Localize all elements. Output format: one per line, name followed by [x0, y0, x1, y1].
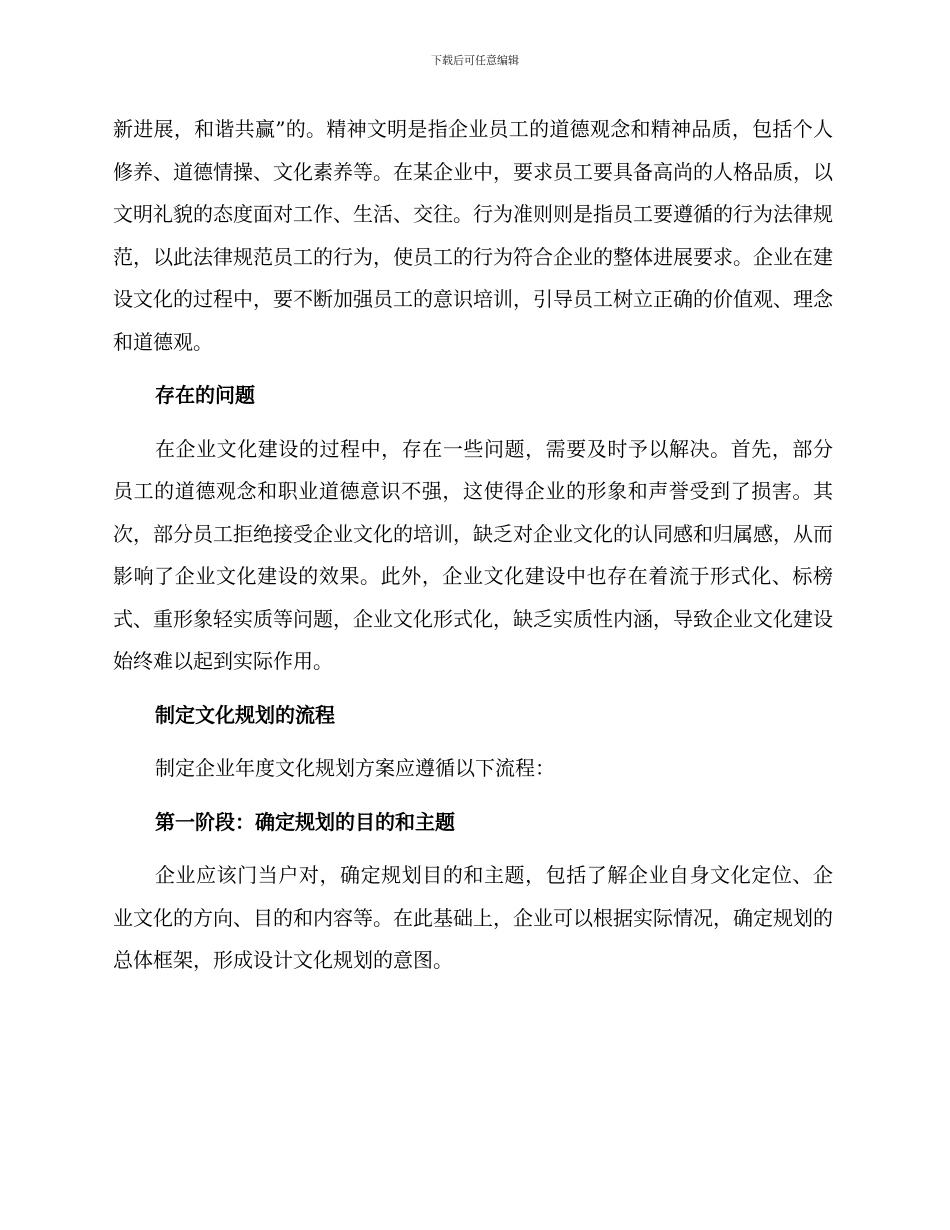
paragraph-gap	[113, 363, 833, 374]
paragraph-gap	[113, 683, 833, 694]
paragraph-problems: 在企业文化建设的过程中，存在一些问题，需要及时予以解决。首先，部分员工的道德观念和职业道德意识不强，这使得企业的形象和声誉受到了损害。其次，部分员工拒绝接受企业文化的培训，缺乏对企业文化的认同感和归属感，从而影响了企业文化建设的效果。此外，企业文化建设中也存在着流于形式化、标榜式、重形象轻实质等问题，企业文化形式化，缺乏实质性内涵，导致企业文化建设始终难以起到实际作用。	[113, 436, 833, 673]
page-header: 下载后可任意编辑	[431, 54, 519, 67]
heading-planning-process: 制定文化规划的流程	[155, 702, 335, 727]
paragraph-gap	[113, 790, 833, 801]
heading-existing-problems: 存在的问题	[155, 383, 255, 407]
paragraph-spiritual-civilization: 新进展，和谐共赢”的。精神文明是指企业员工的道德观念和精神品质，包括个人修养、道德情操、文化素养等。在某企业中，要求员工要具备高尚的人格品质，以文明礼貌的态度面对工作、生活、交往。行为准则则是指员工要遵循的行为法律规范，以此法律规范员工的行为，使员工的行为符合企业的整体进展要求。企业在建设文化的过程中，要不断加强员工的意识培训，引导员工树立正确的价值观、理念和道德观。	[113, 117, 833, 354]
heading-stage-one: 第一阶段：确定规划的目的和主题	[155, 809, 455, 834]
paragraph-gap	[113, 736, 833, 747]
document-body	[113, 108, 833, 982]
paragraph-gap	[113, 843, 833, 854]
paragraph-stage-one: 企业应该门当户对，确定规划目的和主题，包括了解企业自身文化定位、企业文化的方向、目的和内容等。在此基础上，企业可以根据实际情况，确定规划的总体框架，形成设计文化规划的意图。	[113, 863, 833, 972]
paragraph-gap	[113, 417, 833, 428]
paragraph-process-intro: 制定企业年度文化规划方案应遵循以下流程：	[155, 756, 555, 780]
